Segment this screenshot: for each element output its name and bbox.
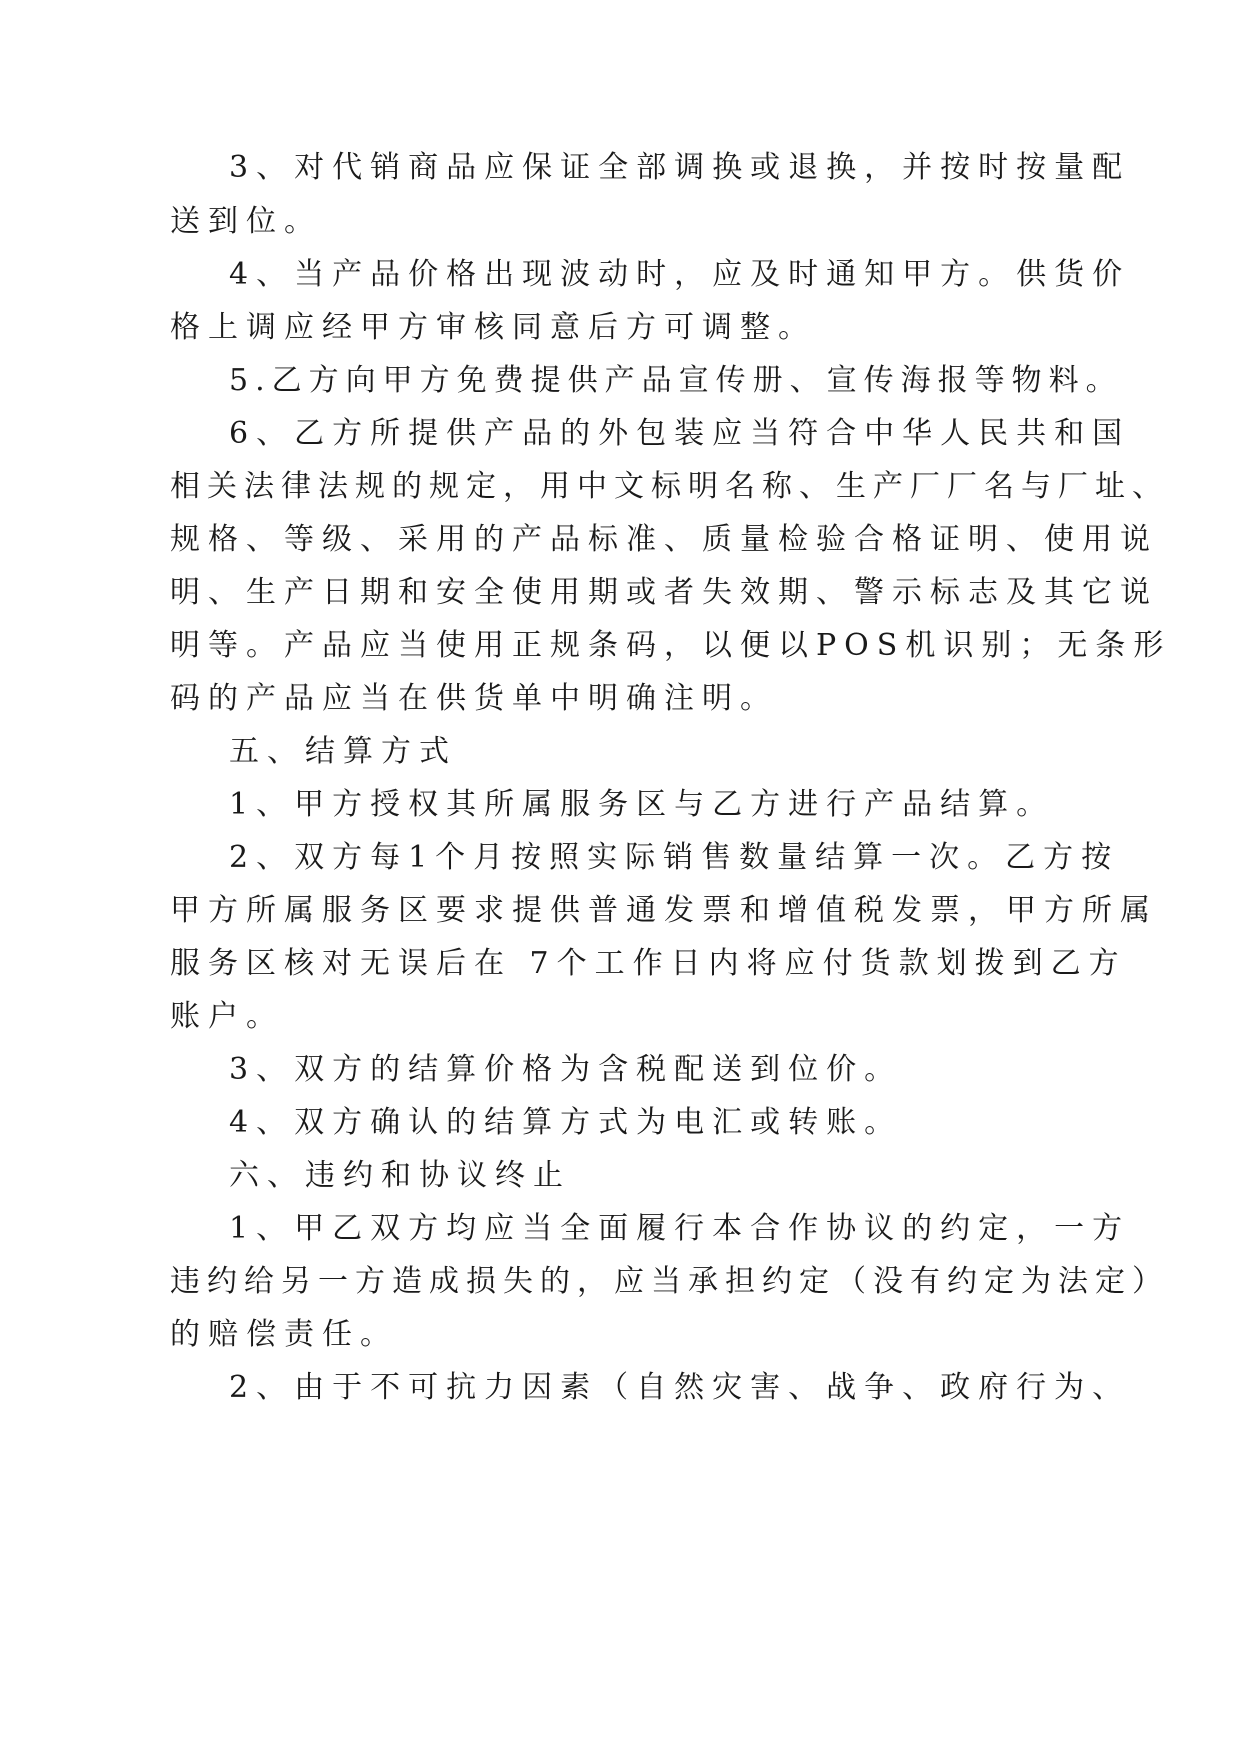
paragraph-line: 4、双方确认的结算方式为电汇或转账。 (229, 1105, 903, 1140)
paragraph-line: 甲方所属服务区要求提供普通发票和增值税发票，甲方所属 (170, 893, 1158, 928)
paragraph-line: 4、当产品价格出现波动时，应及时通知甲方。供货价 (229, 257, 1131, 292)
paragraph-line: 明等。产品应当使用正规条码，以便以POS机识别；无条形 (170, 628, 1172, 663)
paragraph-line: 送到位。 (170, 204, 322, 239)
section-heading: 五、结算方式 (229, 734, 457, 769)
paragraph-line: 明、生产日期和安全使用期或者失效期、警示标志及其它说 (170, 575, 1158, 610)
paragraph-line: 规格、等级、采用的产品标准、质量检验合格证明、使用说 (170, 522, 1158, 557)
section-heading: 六、违约和协议终止 (229, 1158, 571, 1193)
paragraph-line: 码的产品应当在供货单中明确注明。 (170, 681, 778, 716)
paragraph-line: 违约给另一方造成损失的，应当承担约定（没有约定为法定） (170, 1264, 1169, 1299)
paragraph-line: 相关法律法规的规定，用中文标明名称、生产厂厂名与厂址、 (170, 469, 1169, 504)
paragraph-line: 1、甲方授权其所属服务区与乙方进行产品结算。 (229, 787, 1055, 822)
paragraph-line: 格上调应经甲方审核同意后方可调整。 (170, 310, 816, 345)
paragraph-line: 账户。 (170, 999, 284, 1034)
paragraph-line: 2、由于不可抗力因素（自然灾害、战争、政府行为、 (229, 1370, 1131, 1405)
paragraph-line: 3、双方的结算价格为含税配送到位价。 (229, 1052, 903, 1087)
paragraph-line: 3、对代销商品应保证全部调换或退换，并按时按量配 (229, 150, 1131, 185)
paragraph-line: 1、甲乙双方均应当全面履行本合作协议的约定，一方 (229, 1211, 1131, 1246)
paragraph-line: 的赔偿责任。 (170, 1317, 398, 1352)
paragraph-line: 6、乙方所提供产品的外包装应当符合中华人民共和国 (229, 416, 1131, 451)
paragraph-line: 服务区核对无误后在 7个工作日内将应付货款划拨到乙方 (170, 946, 1127, 981)
paragraph-line: 2、双方每1个月按照实际销售数量结算一次。乙方按 (229, 840, 1120, 875)
paragraph-line: 5.乙方向甲方免费提供产品宣传册、宣传海报等物料。 (229, 363, 1123, 398)
